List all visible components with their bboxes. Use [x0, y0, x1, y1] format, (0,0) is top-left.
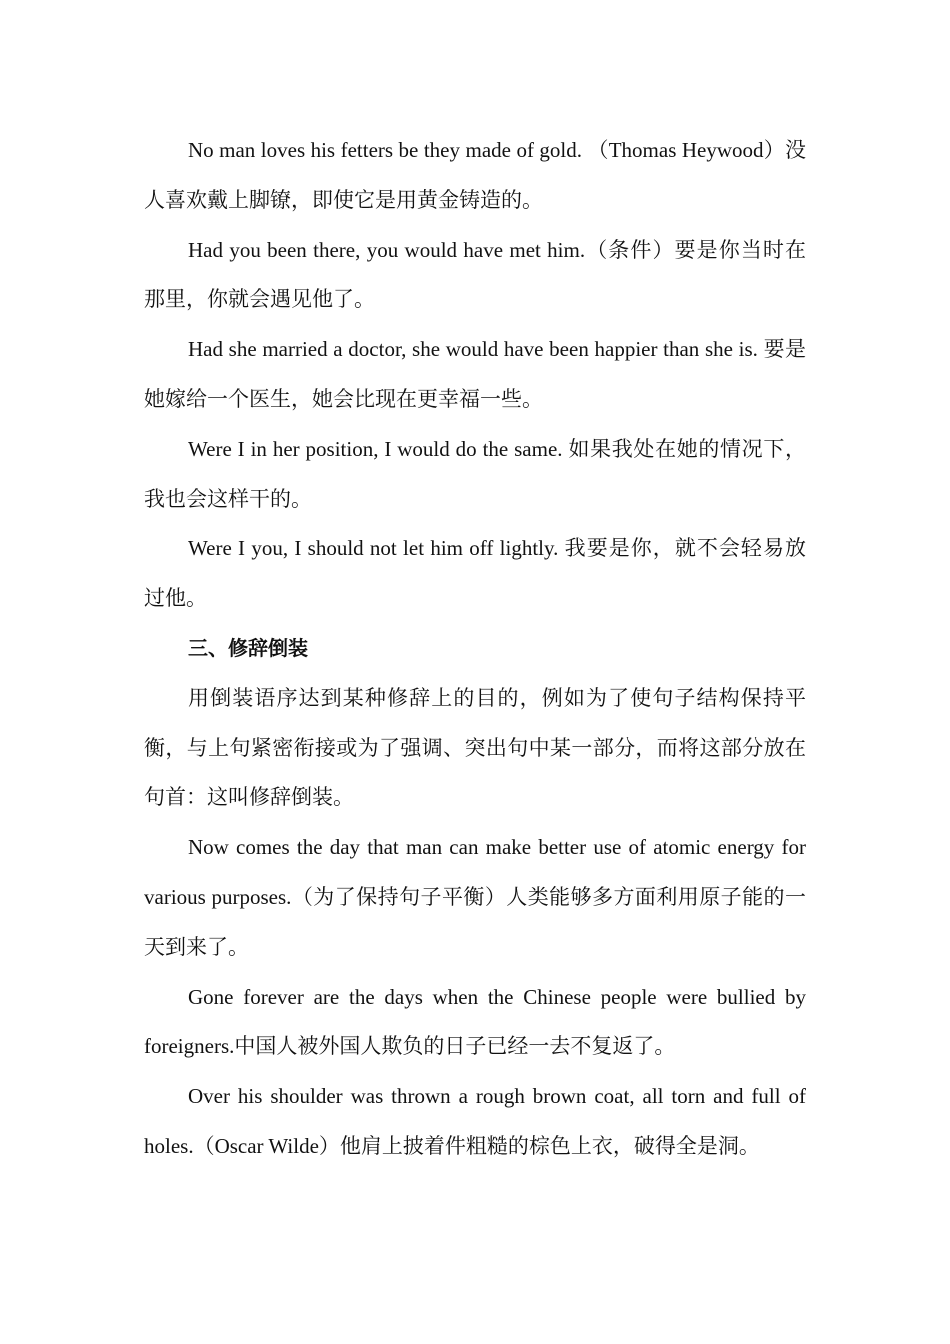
- document-body: [144, 126, 806, 1172]
- paragraph-now-comes-the-day: Now comes the day that man can make better use of atomic energy for various purposes.（为了保持句子平衡）人类能够多方面利用原子能的一天到来了。: [144, 835, 806, 959]
- paragraph-rhetorical-inversion-definition: 用倒装语序达到某种修辞上的目的，例如为了使句子结构保持平衡，与上句紧密衔接或为了强调、突出句中某一部分，而将这部分放在句首：这叫修辞倒装。: [144, 685, 806, 810]
- paragraph-over-his-shoulder: Over his shoulder was thrown a rough brown coat, all torn and full of holes.（Oscar Wilde）他肩上披着件粗糙的棕色上衣，破得全是洞。: [144, 1084, 806, 1158]
- paragraph-had-she-married: Had she married a doctor, she would have been happier than she is. 要是她嫁给一个医生，她会比现在更幸福一些。: [144, 337, 806, 411]
- paragraph-gone-forever: Gone forever are the days when the Chinese people were bullied by foreigners.中国人被外国人欺负的日子已经一去不复返了。: [144, 984, 806, 1059]
- paragraph-fetters-quote: No man loves his fetters be they made of gold. （Thomas Heywood）没人喜欢戴上脚镣，即使它是用黄金铸造的。: [144, 138, 806, 212]
- section-heading-rhetorical-inversion: 三、修辞倒装: [188, 635, 308, 660]
- paragraph-were-i-you: Were I you, I should not let him off lightly. 我要是你，就不会轻易放过他。: [144, 536, 806, 611]
- paragraph-were-i-in-her-position: Were I in her position, I would do the same. 如果我处在她的情况下，我也会这样干的。: [144, 436, 806, 511]
- paragraph-had-you-been-there: Had you been there, you would have met him.（条件）要是你当时在那里，你就会遇见他了。: [144, 237, 806, 312]
